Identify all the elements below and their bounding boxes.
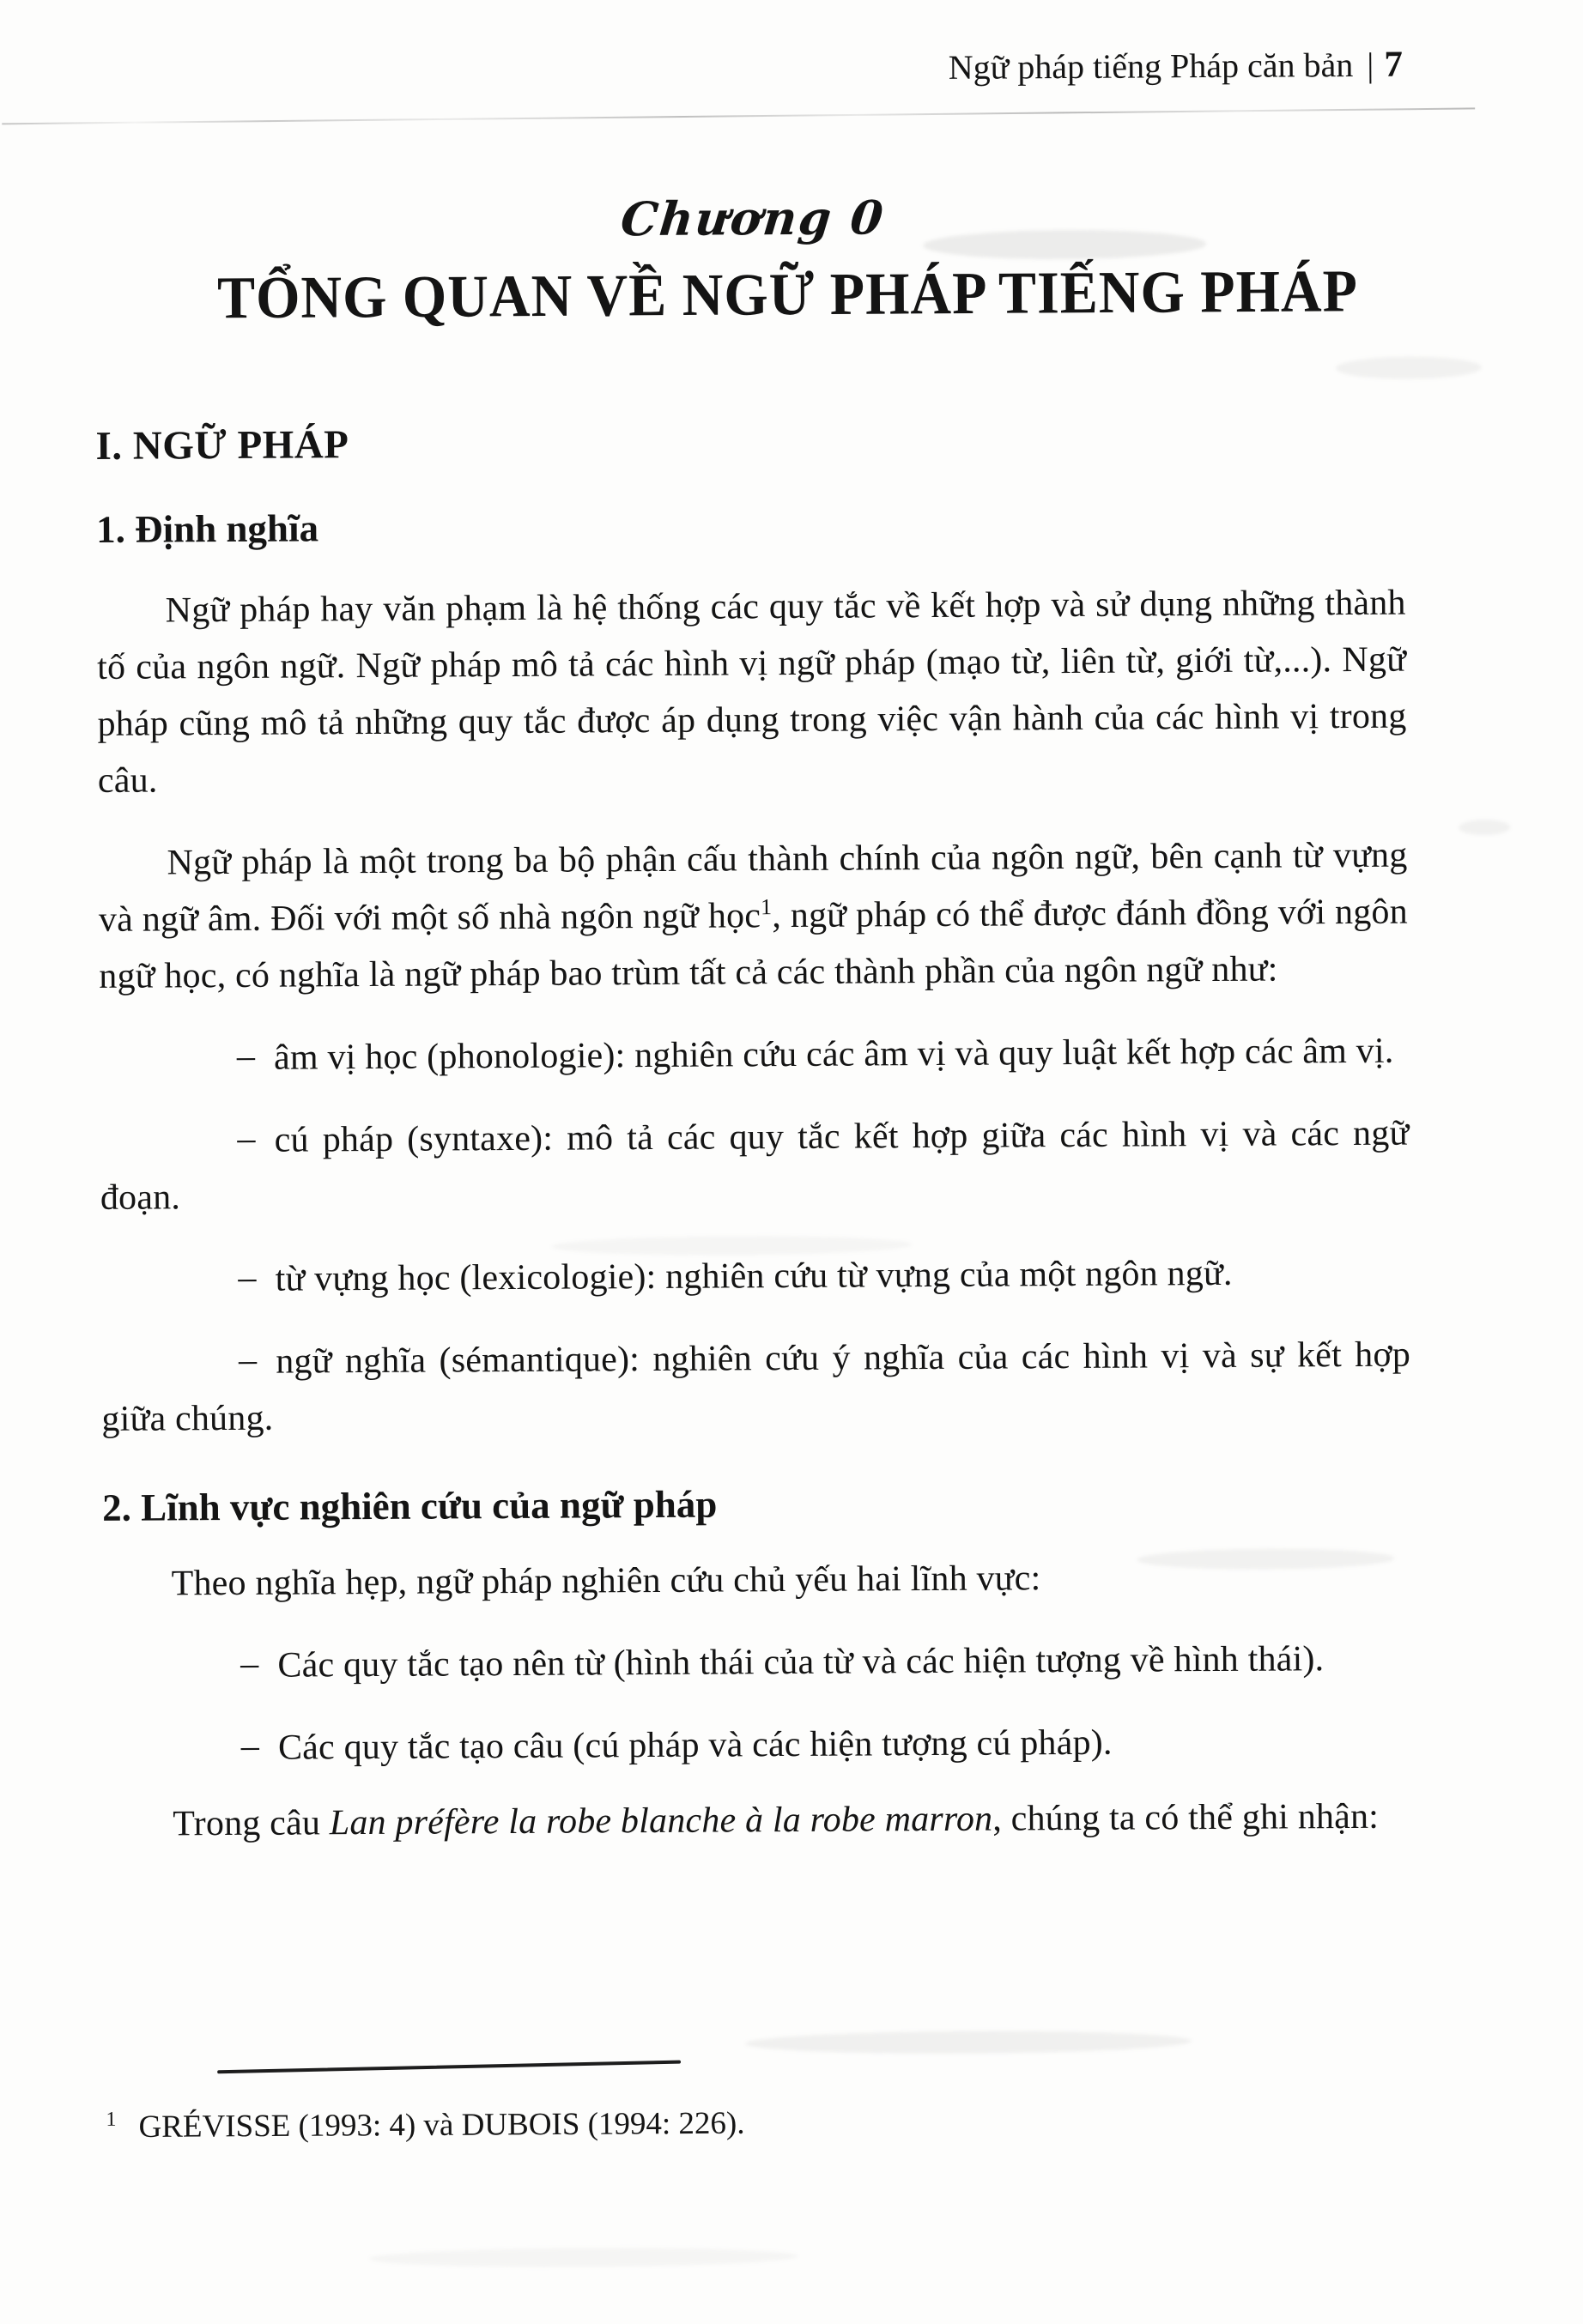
footnote-rule (217, 2061, 681, 2074)
list-item-text: âm vị học (phonologie): nghiên cứu các âm vị và quy luật kết hợp các âm vị. (273, 1031, 1394, 1078)
header-rule (2, 107, 1475, 124)
paragraph-definition-2-pre: Ngữ pháp là một trong ba bộ phận cấu thành chính của ngôn ngữ, bên cạnh từ vựng và ngữ âm. Đối với một số nhà ngôn ngữ học (98, 835, 1408, 940)
paragraph-definition-2-post: , ngữ pháp có thể được đánh đồng với ngôn ngữ học, có nghĩa là ngữ pháp bao trùm tất cả các thành phần của ngôn ngữ như: (99, 892, 1409, 996)
running-header (0, 0, 1578, 98)
list-item-text: cú pháp (syntaxe): mô tả các quy tắc kết hợp giữa các hình vị và các ngữ đoạn. (100, 1113, 1410, 1218)
paragraph-definition-2 (98, 827, 1408, 1005)
list-item-phonologie (100, 1023, 1409, 1087)
list-item-sentence-rules (104, 1713, 1413, 1777)
subsection-heading-dinh-nghia: 1. Định nghĩa (95, 506, 319, 551)
list-item-semantique (101, 1327, 1411, 1448)
running-title: Ngữ pháp tiếng Pháp căn bản (948, 45, 1354, 87)
subsection-heading-linh-vuc: 2. Lĩnh vực nghiên cứu của ngữ pháp (101, 1482, 718, 1529)
footnote-citation: GRÉVISSE (1993: 4) và DUBOIS (1994: 226). (138, 2105, 745, 2145)
scan-artifact (1336, 356, 1482, 379)
list-item-text: Các quy tắc tạo câu (cú pháp và các hiện tượng cú pháp). (277, 1722, 1113, 1768)
bullet-dash: – (238, 1340, 258, 1380)
header-divider: | (1367, 45, 1374, 84)
chapter-label: Chương 0 (618, 190, 888, 247)
scan-artifact (745, 2030, 1192, 2055)
list-item-syntaxe (100, 1105, 1410, 1226)
page-title: TỔNG QUAN VỀ NGỮ PHÁP TIẾNG PHÁP (216, 257, 1359, 332)
french-example-sentence: Lan préfère la robe blanche à la robe marron (329, 1799, 993, 1843)
paragraph-example (104, 1788, 1413, 1853)
scan-artifact (368, 2247, 798, 2268)
page-body (0, 414, 1583, 1853)
paragraph-example-pre: Trong câu (173, 1803, 330, 1844)
list-item-text: Các quy tắc tạo nên từ (hình thái của từ và các hiện tượng về hình thái). (277, 1639, 1325, 1686)
list-item-text: ngữ nghĩa (sémantique): nghiên cứu ý nghĩa của các hình vị và sự kết hợp giữa chúng. (101, 1334, 1411, 1439)
footnote-reference-1: 1 (760, 894, 773, 920)
page-number: 7 (1384, 44, 1403, 85)
list-item-word-rules (103, 1631, 1412, 1695)
bullet-dash: – (237, 1118, 256, 1159)
bullet-dash: – (240, 1726, 260, 1766)
bullet-dash: – (238, 1257, 257, 1298)
paragraph-scope-intro: Theo nghĩa hẹp, ngữ pháp nghiên cứu chủ yếu hai lĩnh vực: (171, 1558, 1041, 1604)
paragraph-definition-1: Ngữ pháp hay văn phạm là hệ thống các quy tắc về kết hợp và sử dụng những thành tố của ngôn ngữ. Ngữ pháp mô tả các hình vị ngữ pháp (mạo từ, liên từ, giới từ,...). Ngữ pháp cũng mô tả những quy tắc được áp dụng trong việc vận hành của các hình vị trong câu. (96, 583, 1407, 801)
paragraph-example-post: , chúng ta có thể ghi nhận: (992, 1796, 1380, 1839)
bullet-dash: – (240, 1643, 259, 1684)
footnote-area (106, 2060, 1416, 2148)
list-item-text: từ vựng học (lexicologie): nghiên cứu từ vựng của một ngôn ngữ. (275, 1253, 1233, 1299)
section-heading-ngu-phap: I. NGỮ PHÁP (95, 422, 349, 469)
footnote-marker: 1 (106, 2108, 117, 2131)
footnote-text (106, 2092, 1415, 2148)
bullet-dash: – (236, 1036, 256, 1076)
